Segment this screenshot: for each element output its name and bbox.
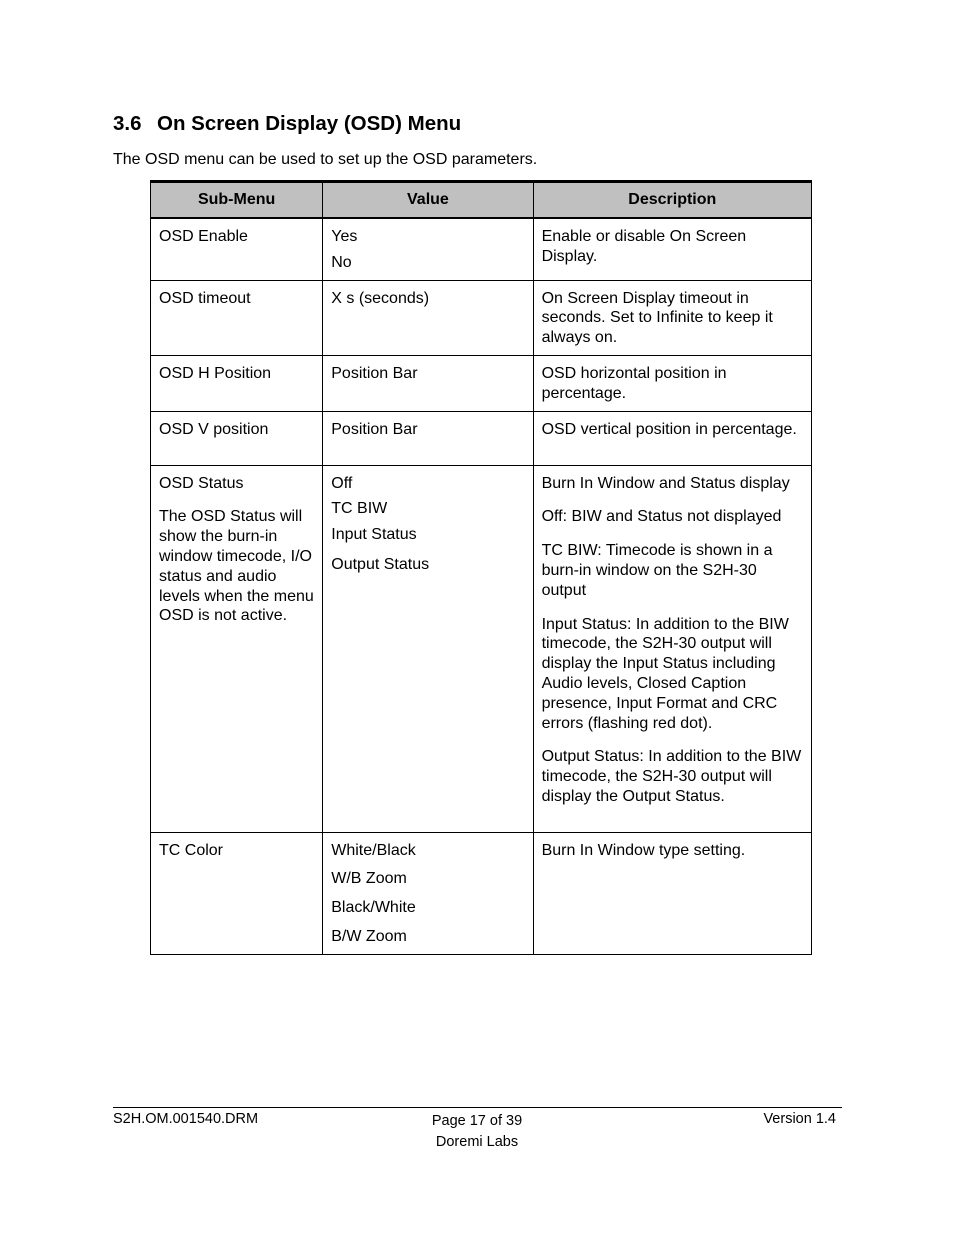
cell-description [533, 832, 811, 954]
section-heading [113, 112, 461, 136]
osd-menu-table [150, 180, 812, 955]
table-header-row [151, 182, 812, 219]
cell-description [533, 355, 811, 411]
footer-center [377, 1111, 577, 1153]
description-text: Input Status: In addition to the BIW timecode, the S2H-30 output will display the Input Status including Audio levels, Closed Caption presence, Input Format and CRC errors (flashing red dot). [541, 615, 789, 732]
cell-description [533, 411, 811, 465]
table-row [151, 832, 812, 954]
header-value: Value [323, 182, 533, 219]
description-text: Output Status: In addition to the BIW timecode, the S2H-30 output will display the Output Status. [541, 748, 802, 805]
cell-value [323, 411, 533, 465]
cell-description [533, 218, 811, 280]
cell-submenu [151, 832, 323, 954]
table-row [151, 411, 812, 465]
footer-company: Doremi Labs [435, 1134, 519, 1150]
value-option: No [331, 253, 352, 271]
cell-submenu [151, 465, 323, 832]
cell-value [323, 355, 533, 411]
description-text: Burn In Window type setting. [541, 841, 746, 859]
section-title: On Screen Display (OSD) Menu [157, 112, 462, 135]
value-option: TC BIW [331, 500, 388, 518]
value-option: Output Status [331, 555, 430, 573]
description-text: Enable or disable On Screen Display. [541, 228, 747, 265]
footer-divider [113, 1107, 842, 1108]
submenu-note: The OSD Status will show the burn-in window timecode, I/O status and audio levels when the menu OSD is not active. [159, 508, 314, 625]
cell-value [323, 280, 533, 355]
section-intro: The OSD menu can be used to set up the OSD parameters. [113, 151, 538, 168]
submenu-name: OSD V position [159, 420, 269, 438]
submenu-name: OSD H Position [159, 364, 272, 382]
cell-value [323, 218, 533, 280]
footer-version: Version 1.4 [763, 1111, 836, 1127]
value-option: Input Status [331, 526, 417, 544]
submenu-name: OSD timeout [159, 289, 251, 307]
description-text: Off: BIW and Status not displayed [541, 508, 782, 526]
cell-value [323, 832, 533, 954]
description-text: On Screen Display timeout in seconds. Set to Infinite to keep it always on. [541, 289, 773, 347]
footer-doc-id: S2H.OM.001540.DRM [113, 1111, 259, 1127]
submenu-name: OSD Status [159, 474, 244, 492]
header-sub-menu: Sub-Menu [151, 182, 323, 219]
description-text: TC BIW: Timecode is shown in a burn-in window on the S2H-30 output [541, 542, 773, 599]
value-option: Yes [331, 228, 358, 245]
value-option: Black/White [331, 899, 416, 917]
footer-page-number: Page 17 of 39 [431, 1113, 523, 1129]
cell-submenu [151, 280, 323, 355]
value-option: White/Black [331, 841, 416, 859]
description-text: OSD horizontal position in percentage. [541, 364, 727, 402]
submenu-name: OSD Enable [159, 228, 248, 245]
value-option: X s (seconds) [331, 289, 430, 307]
table-row [151, 465, 812, 832]
value-option: B/W Zoom [331, 927, 407, 945]
description-text: Burn In Window and Status display [541, 474, 790, 492]
cell-value [323, 465, 533, 832]
table-row [151, 218, 812, 280]
cell-description [533, 465, 811, 832]
submenu-name: TC Color [159, 841, 224, 859]
table-row [151, 280, 812, 355]
description-text: OSD vertical position in percentage. [541, 420, 797, 438]
cell-description [533, 280, 811, 355]
value-option: Off [331, 474, 353, 492]
table-row [151, 355, 812, 411]
value-option: W/B Zoom [331, 870, 407, 888]
cell-submenu [151, 355, 323, 411]
value-option: Position Bar [331, 364, 418, 382]
header-description: Description [533, 182, 811, 219]
cell-submenu [151, 218, 323, 280]
section-number: 3.6 [113, 112, 142, 135]
value-option: Position Bar [331, 420, 418, 438]
cell-submenu [151, 411, 323, 465]
